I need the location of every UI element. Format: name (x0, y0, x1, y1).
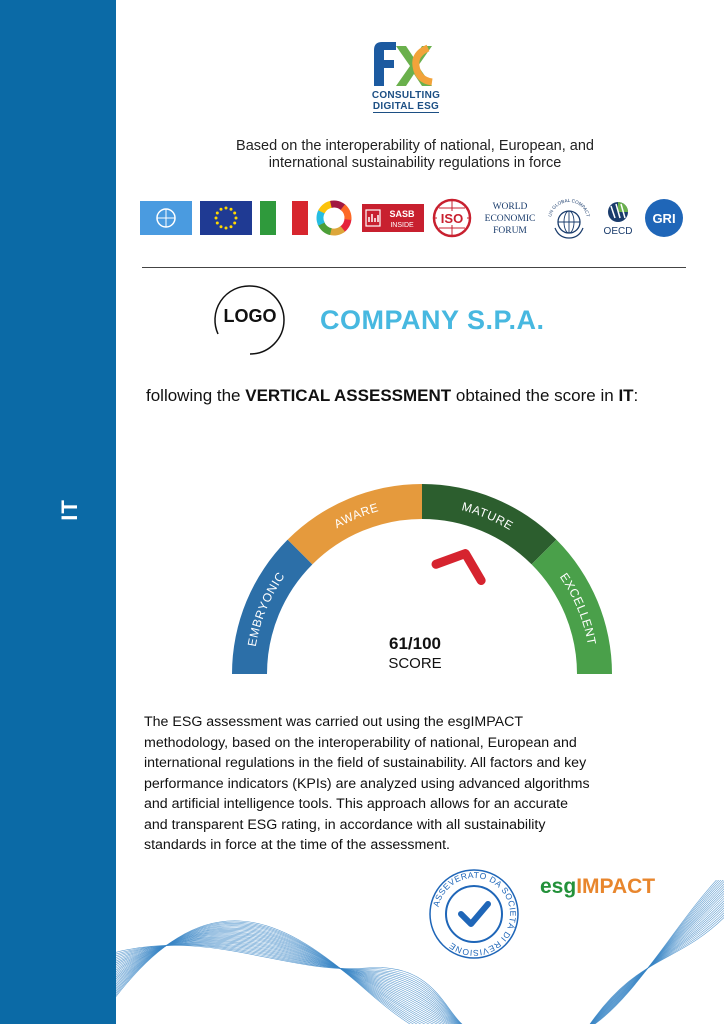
assessment-sector: IT (618, 386, 634, 405)
sasb-logo (362, 198, 424, 238)
iso-text: ISO (440, 211, 464, 226)
gauge-segment-mature (422, 484, 556, 564)
gauge-needle (436, 554, 481, 581)
assessment-suffix: : (633, 386, 639, 405)
wef-line-3: FORUM (493, 226, 527, 236)
description-line: standards in force at the time of the assessment. (144, 837, 450, 853)
description-line: methodology, based on the interoperability of national, European and (144, 734, 577, 751)
esg-part: esg (540, 875, 577, 898)
eu-flag-icon (200, 198, 252, 238)
score-label: SCORE (388, 655, 442, 672)
un-global-compact-logo (544, 198, 594, 238)
oecd-text: OECD (603, 226, 633, 237)
gauge-label-embryonic: EMBRYONIC (244, 569, 288, 648)
gri-text: GRI (652, 211, 676, 226)
description-line: and artificial intelligence tools. This approach allows for an accurate (144, 796, 569, 812)
gri-logo (642, 198, 686, 238)
sasb-top-text: SASB (389, 209, 415, 219)
standards-logos-row (140, 198, 688, 242)
oecd-logo (598, 198, 638, 238)
un-flag-icon (140, 198, 192, 238)
gauge-label-excellent: EXCELLENT (556, 570, 599, 647)
impact-part: IMPACT (576, 875, 656, 898)
fdc-logo-icon (366, 36, 446, 90)
gauge-segment-embryonic (232, 540, 312, 674)
sasb-bottom-text: INSIDE (390, 222, 414, 229)
iso-logo (430, 198, 474, 238)
gauge-segment-aware (288, 484, 422, 564)
score-block (340, 634, 490, 673)
wef-line-2: ECONOMIC (484, 214, 536, 224)
consulting-brand-logo (366, 36, 446, 113)
wave-line (116, 939, 476, 1024)
company-logo-text: LOGO (223, 306, 277, 326)
brand-line-2: DIGITAL ESG (372, 101, 440, 112)
company-logo-placeholder (212, 284, 290, 356)
wef-line-1: WORLD (492, 202, 528, 212)
wave-line (116, 945, 476, 1024)
audit-seal-icon (428, 868, 520, 960)
intro-text (150, 138, 680, 172)
decorative-waves (116, 880, 724, 1024)
esgimpact-logo (540, 875, 655, 899)
assessment-middle: obtained the score in (451, 386, 619, 405)
gauge-segment-excellent (532, 540, 612, 674)
description-line: international regulations in the field of sustainability. All factors and key (144, 755, 587, 771)
description-line: The ESG assessment was carried out using the esgIMPACT (144, 714, 524, 730)
seal-text: ASSEVERATO DA SOCIETÀ DI REVISIONE (430, 869, 519, 959)
ungc-text: UN GLOBAL COMPACT (547, 198, 591, 218)
gauge-label-aware: AWARE (331, 500, 381, 532)
sdg-wheel-icon (314, 198, 354, 238)
divider (142, 267, 686, 268)
brand-line-1: CONSULTING (371, 90, 441, 101)
methodology-description (144, 712, 692, 856)
sidebar-band (0, 0, 116, 1024)
description-line: and transparent ESG rating, in accordance with all sustainability (144, 816, 546, 833)
description-line: performance indicators (KPIs) are analyzed using advanced algorithms (144, 775, 590, 792)
intro-line-2: international sustainability regulations in force (268, 155, 562, 171)
assessment-prefix: following the (146, 386, 246, 405)
assessment-sentence (146, 386, 638, 406)
wave-line (116, 943, 476, 1024)
company-name: COMPANY S.P.A. (320, 305, 545, 335)
wef-logo (478, 198, 542, 238)
gauge-label-mature: MATURE (460, 499, 516, 534)
assessment-type: VERTICAL ASSESSMENT (245, 386, 452, 405)
italy-flag-icon (260, 198, 308, 238)
intro-line-1: Based on the interoperability of national, European, and (236, 138, 594, 154)
sector-label: IT (57, 499, 82, 521)
score-value: 61/100 (389, 634, 441, 653)
